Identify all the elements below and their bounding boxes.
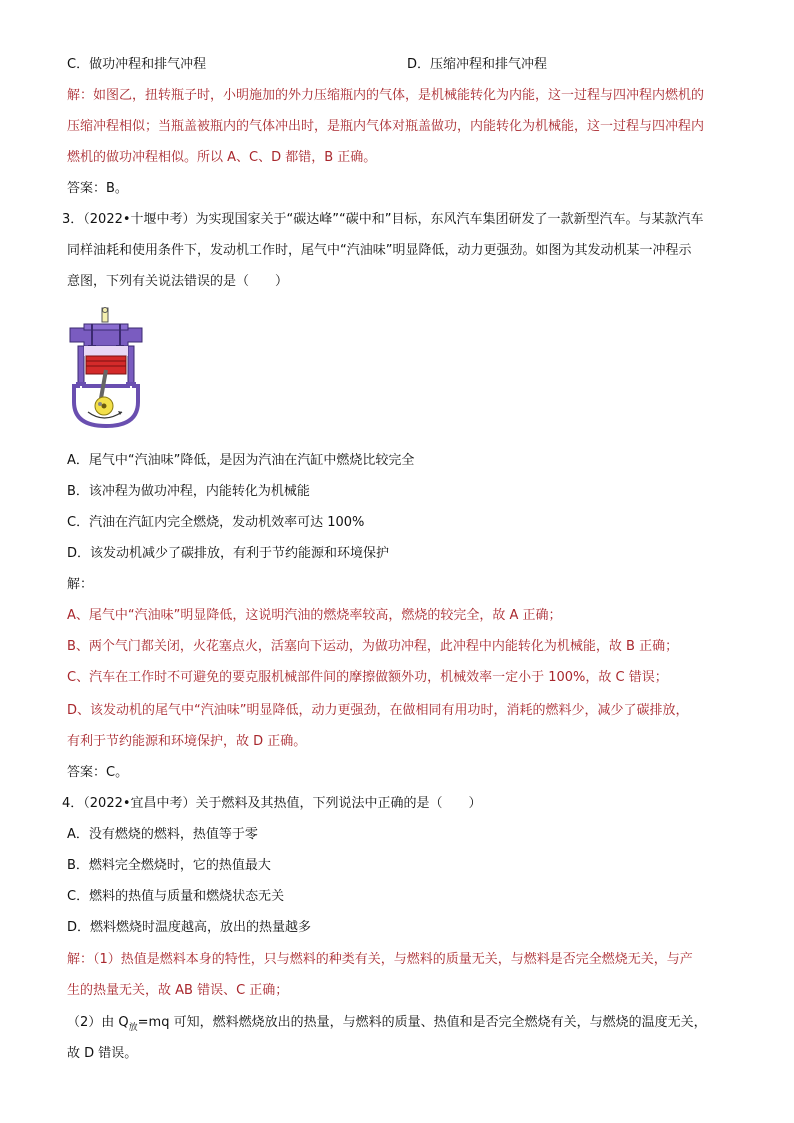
q4-option-c: C．燃料的热值与质量和燃烧状态无关: [67, 889, 285, 904]
q4-final-line: 故 D 错误。: [67, 1046, 138, 1061]
q2-solution-line-3: 燃机的做功冲程相似。所以 A、C、D 都错，B 正确。: [67, 150, 377, 165]
q4-formula-subscript: 放: [128, 1023, 138, 1033]
q2-solution-line-2: 压缩冲程相似；当瓶盖被瓶内的气体冲出时，是瓶内气体对瓶盖做功，内能转化为机械能，这一过程与四冲程内: [67, 119, 705, 134]
q4-solution-line-1: 解：（1）热值是燃料本身的特性，只与燃料的种类有关，与燃料的质量无关，与燃料是否完全燃烧无关，与产: [67, 952, 693, 967]
q4-formula-prefix: （2）由 Q: [67, 1015, 129, 1030]
q4-solution-formula-line: [67, 1014, 707, 1033]
q3-solution-label: 解：: [67, 577, 94, 592]
cylinder-wall-left: [78, 346, 84, 386]
cylinder-head: [70, 328, 142, 346]
q3-solution-line-5: 有利于节约能源和环境保护，故 D 正确。: [67, 734, 307, 749]
engine-stroke-diagram: [66, 306, 146, 428]
q2-answer: 答案：B。: [67, 181, 128, 196]
q4-stem: 4．（2022•宜昌中考）关于燃料及其热值，下列说法中正确的是（ ）: [62, 796, 482, 811]
q2-options-row: [67, 56, 548, 74]
q3-option-a: A．尾气中“汽油味”降低，是因为汽油在汽缸中燃烧比较完全: [67, 453, 415, 468]
combustion-chamber: [84, 346, 128, 356]
q4-option-a: A．没有燃烧的燃料，热值等于零: [67, 827, 258, 842]
cylinder-wall-right: [128, 346, 134, 386]
q3-option-c: C．汽油在汽缸内完全燃烧，发动机效率可达 100%: [67, 515, 365, 530]
q4-option-b: B．燃料完全燃烧时，它的热值最大: [67, 858, 271, 873]
q3-stem-line-1: 3．（2022•十堰中考）为实现国家关于“碳达峰”“碳中和”目标，东风汽车集团研发了一款新型汽车。与某款汽车: [62, 212, 704, 227]
q3-option-d: D．该发动机减少了碳排放，有利于节约能源和环境保护: [67, 546, 390, 561]
q2-solution-line-1: 解：如图乙，扭转瓶子时，小明施加的外力压缩瓶内的气体，是机械能转化为内能，这一过程与四冲程内燃机的: [67, 88, 705, 103]
q2-option-c: C．做功冲程和排气冲程: [67, 57, 207, 72]
q3-solution-line-1: A、尾气中“汽油味”明显降低，这说明汽油的燃烧率较高，燃烧的较完全，故 A 正确；: [67, 608, 562, 623]
q3-solution-line-4: D、该发动机的尾气中“汽油味”明显降低，动力更强劲，在做相同有用功时，消耗的燃料少，减少了碳排放，: [67, 703, 689, 718]
q4-solution-line-2: 生的热量无关，故 AB 错误、C 正确；: [67, 983, 289, 998]
q4-formula-suffix: =mq 可知，燃料燃烧放出的热量，与燃料的质量、热值和是否完全燃烧有关，与燃烧的温度无关，: [137, 1015, 707, 1030]
q3-solution-line-2: B、两个气门都关闭，火花塞点火，活塞向下运动，为做功冲程，此冲程中内能转化为机械能，故 B 正确；: [67, 639, 679, 654]
q3-option-b: B．该冲程为做功冲程，内能转化为机械能: [67, 484, 310, 499]
q3-solution-line-3: C、汽车在工作时不可避免的要克服机械部件间的摩擦做额外功，机械效率一定小于 100%，故 C 错误；: [67, 670, 668, 685]
q3-stem-line-2: 同样油耗和使用条件下，发动机工作时，尾气中“汽油味”明显降低，动力更强劲。如图为其发动机某一冲程示: [67, 243, 692, 258]
q2-option-d: D．压缩冲程和排气冲程: [407, 57, 548, 72]
q3-stem-line-3: 意图，下列有关说法错误的是（ ）: [67, 274, 289, 289]
q4-option-d: D．燃料燃烧时温度越高，放出的热量越多: [67, 920, 312, 935]
q3-answer: 答案：C。: [67, 765, 129, 780]
